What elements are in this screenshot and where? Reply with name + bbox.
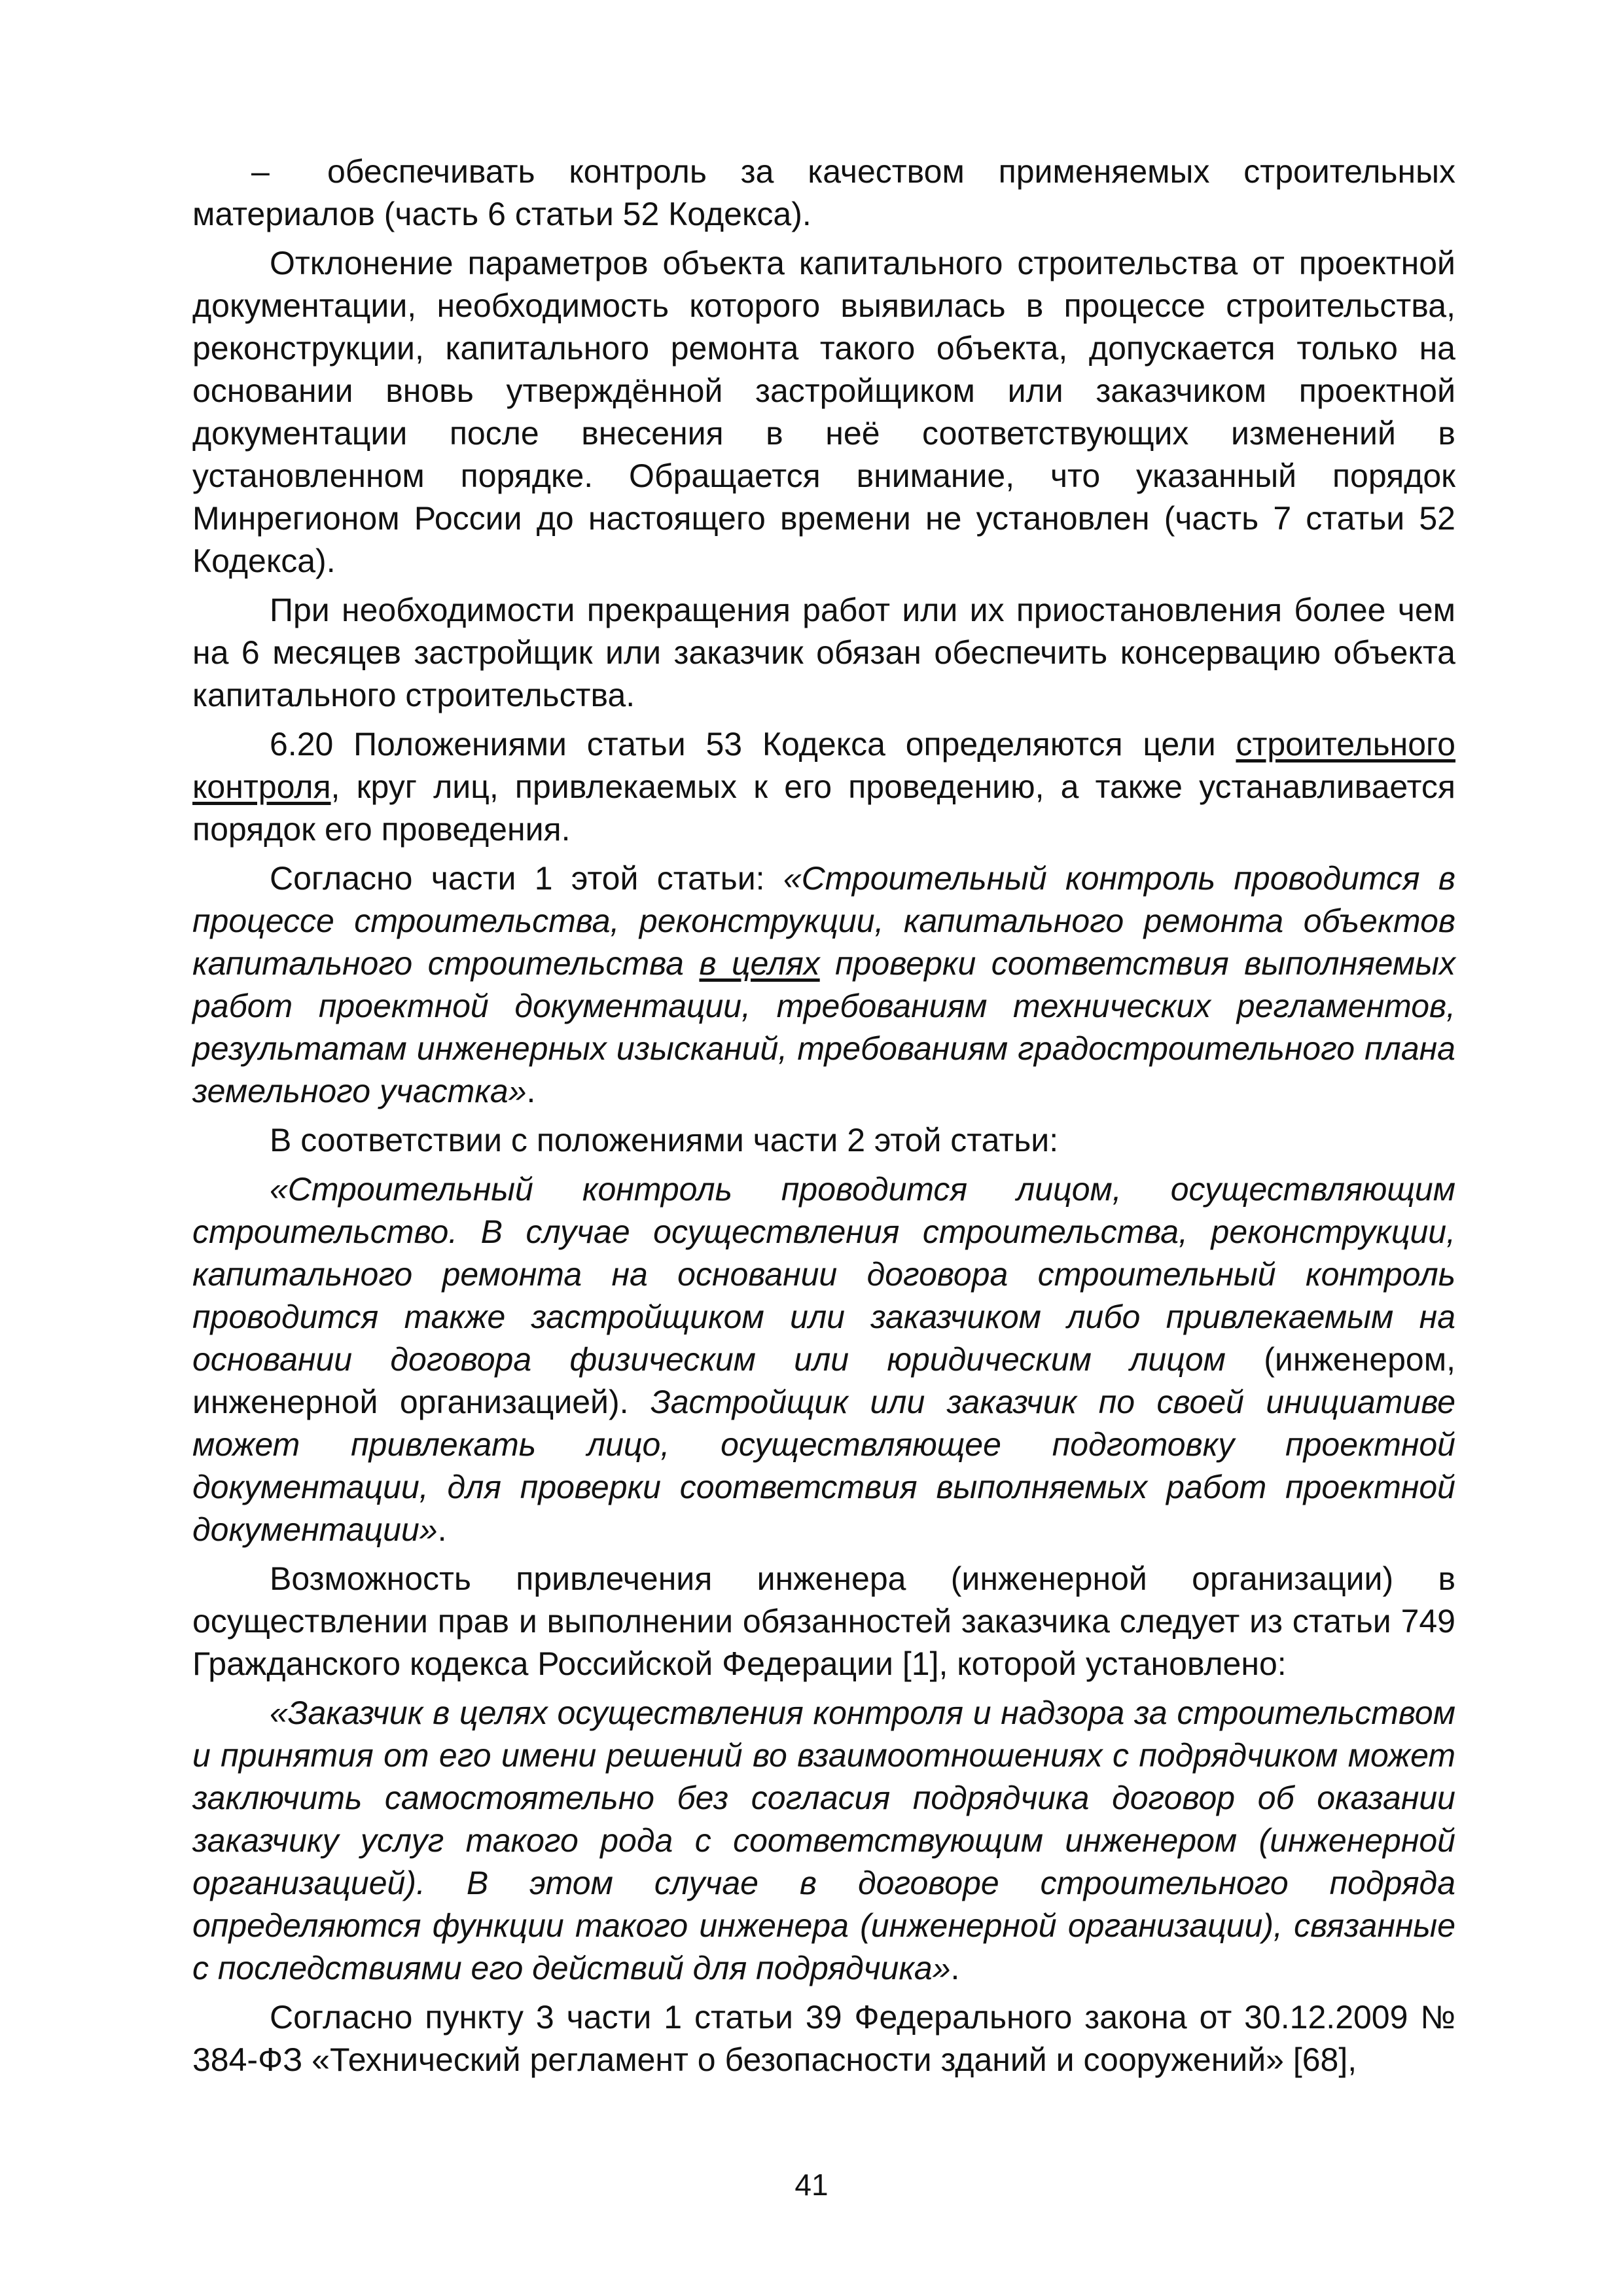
paragraph-text: (инженером, инженерной организацией). xyxy=(192,1341,1456,1420)
paragraph-part-1-quote xyxy=(192,857,1455,1113)
paragraph-part-2-quote xyxy=(192,1168,1455,1551)
paragraph-article-53 xyxy=(192,723,1455,851)
italic-quote: «Строительный контроль проводится в процессе строительства, реконструкции, капитального ремонта объектов капитального строительства xyxy=(192,860,1455,982)
italic-quote: «Строительный контроль проводится лицом, осуществляющим строительство. В случае осуществления строительства, реконструкции, капитального ремонта на основании договора строительный контроль проводится также застройщиком или заказчиком либо привлекаемым на основании договора физическим или юридическим лицом xyxy=(192,1171,1455,1378)
underlined-term: строительного контроля xyxy=(192,726,1455,805)
paragraph-article-749-quote xyxy=(192,1692,1455,1990)
paragraph-text: . xyxy=(437,1511,447,1548)
paragraph-material-control xyxy=(192,151,1455,236)
paragraph-federal-law: Согласно пункту 3 части 1 статьи 39 Федерального закона от 30.12.2009 № 384-ФЗ «Технический регламент о безопасности зданий и сооружений» [68], xyxy=(192,1999,1455,2078)
paragraph-text: 6.20 Положениями статьи 53 Кодекса определяются цели xyxy=(270,726,1236,762)
list-dash: – xyxy=(251,153,270,190)
paragraph-text: . xyxy=(526,1073,536,1109)
paragraph-text: Согласно части 1 этой статьи: xyxy=(270,860,783,897)
paragraph-engineer: Возможность привлечения инженера (инженерной организации) в осуществлении прав и выполнении обязанностей заказчика следует из статьи 749 Гражданского кодекса Российской Федерации [1], которой установлено: xyxy=(192,1560,1455,1682)
paragraph-text: , круг лиц, привлекаемых к его проведению, а также устанавливается порядок его проведения. xyxy=(192,768,1455,848)
paragraph-part-2-intro: В соответствии с положениями части 2 этой статьи: xyxy=(270,1122,1059,1158)
underlined-italic-term: в целях xyxy=(699,945,820,982)
italic-quote: Застройщик или заказчик по своей инициативе может привлекать лицо, осуществляющее подготовку проектной документации, для проверки соответствия выполняемых работ проектной документации» xyxy=(192,1384,1455,1548)
document-page xyxy=(192,151,1455,2088)
paragraph-deviation: Отклонение параметров объекта капитального строительства от проектной документации, необходимость которого выявилась в процессе строительства, реконструкции, капитального ремонта такого объекта, допускается только на основании вновь утверждённой застройщиком или заказчиком проектной документации после внесения в неё соответствующих изменений в установленном порядке. Обращается внимание, что указанный порядок Минрегионом России до настоящего времени не установлен (часть 7 статьи 52 Кодекса). xyxy=(192,245,1455,579)
italic-quote: «Заказчик в целях осуществления контроля и надзора за строительством и принятия от его имени решений во взаимоотношениях с подрядчиком может заключить самостоятельно без согласия подрядчика договор об оказании заказчику услуг такого рода с соответствующим инженером (инженерной организацией). В этом случае в договоре строительного подряда определяются функции такого инженера (инженерной организации), связанные с последствиями его действий для подрядчика» xyxy=(192,1695,1455,1986)
italic-quote: проверки соответствия выполняемых работ проектной документации, требованиям технических регламентов, результатам инженерных изысканий, требованиям градостроительного плана земельного участка» xyxy=(192,945,1455,1109)
page-number: 41 xyxy=(794,2168,829,2202)
paragraph-conservation: При необходимости прекращения работ или их приостановления более чем на 6 месяцев застройщик или заказчик обязан обеспечить консервацию объекта капитального строительства. xyxy=(192,592,1455,713)
paragraph-text: обеспечивать контроль за качеством применяемых строительных материалов (часть 6 статьи 52 Кодекса). xyxy=(192,153,1455,232)
paragraph-text: . xyxy=(950,1950,960,1986)
